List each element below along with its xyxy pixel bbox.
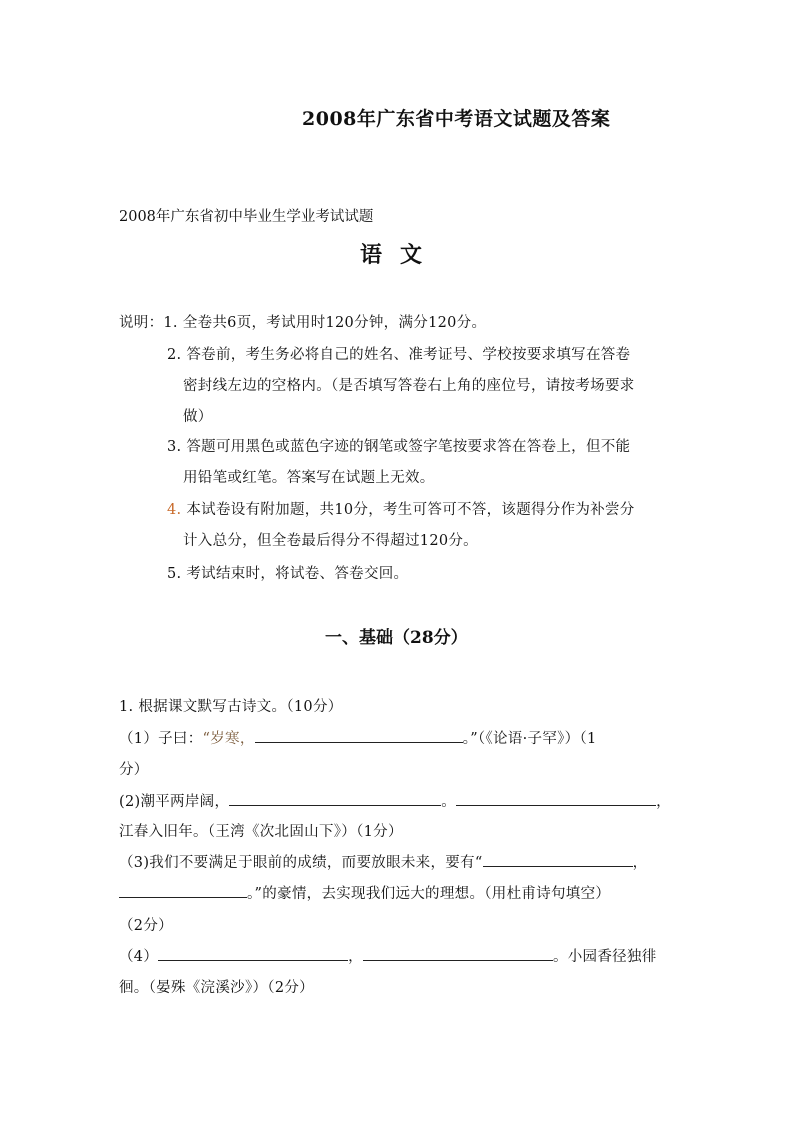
section-heading: 一、基础（28分） [325, 628, 468, 648]
instructions-lead: 说明： [119, 315, 164, 331]
question-part-4-cont: 徊。（晏殊《浣溪沙》）（2分） [119, 980, 314, 996]
question-stem: 1. 根据课文默写古诗文。（10分） [119, 699, 343, 715]
instruction-text: 本试卷设有附加题，共10分，考生可答可不答，该题得分作为补尝分 [186, 502, 635, 518]
part-text: 。”（《论语·子罕》）（1 [462, 731, 597, 747]
instruction-num: 2. [167, 347, 182, 363]
answer-blank[interactable] [229, 791, 441, 806]
part-text: 。小园香径独徘 [552, 949, 657, 965]
answer-blank[interactable] [363, 946, 553, 961]
instruction-text: 答题可用黑色或蓝色字迹的钢笔或签字笔按要求答在答卷上，但不能 [186, 439, 631, 455]
instruction-3-cont: 用铅笔或红笔。答案写在试题上无效。 [183, 470, 435, 486]
instruction-5 [167, 562, 408, 583]
instruction-2 [167, 343, 630, 364]
instruction-text: 答卷前，考生务必将自己的姓名、准考证号、学校按要求填写在答卷 [186, 347, 631, 363]
answer-blank[interactable] [483, 852, 633, 867]
question-part-2 [119, 790, 671, 811]
document-title: 2008年广东省中考语文试题及答案 [302, 108, 611, 130]
instruction-2-cont: 做） [183, 409, 213, 425]
exam-subtitle: 2008年广东省初中毕业生学业考试试题 [119, 209, 374, 225]
question-part-3-cont [119, 882, 610, 903]
part-text: ， [632, 855, 648, 871]
instruction-text: 全卷共6页，考试用时120分钟，满分120分。 [182, 315, 487, 331]
part-text: （3)我们不要满足于眼前的成绩，而要放眼未来，要有“ [119, 855, 483, 871]
instruction-3 [167, 435, 630, 456]
answer-blank[interactable] [255, 728, 463, 743]
part-text: （4） [119, 949, 159, 965]
question-part-3-score: （2分） [119, 918, 173, 934]
question-part-2-cont: 江春入旧年。（王湾《次北固山下》）（1分） [119, 824, 403, 840]
instruction-num: 4. [167, 502, 182, 518]
instruction-4-cont: 计入总分，但全卷最后得分不得超过120分。 [183, 533, 478, 549]
question-part-1-cont: 分） [119, 762, 149, 778]
question-part-3 [119, 851, 647, 872]
instruction-1 [119, 311, 486, 332]
instruction-2-cont: 密封线左边的空格内。（是否填写答卷右上角的座位号，请按考场要求 [183, 378, 635, 394]
question-part-4 [119, 945, 657, 966]
part-text: ， [656, 794, 671, 810]
answer-blank[interactable] [158, 946, 348, 961]
part-text: (2)潮平两岸阔， [119, 794, 230, 810]
instruction-4 [167, 498, 635, 519]
instruction-num: 5. [167, 566, 182, 582]
part-text: 。”的豪情，去实现我们远大的理想。（用杜甫诗句填空） [247, 886, 611, 902]
answer-blank[interactable] [119, 883, 247, 898]
instruction-text: 考试结束时，将试卷、答卷交回。 [186, 566, 409, 582]
instruction-num: 1. [163, 315, 178, 331]
part-text: （1）子曰： [119, 731, 203, 747]
subject-heading: 语文 [360, 242, 441, 268]
part-text: 。 [441, 794, 457, 810]
part-text: ， [348, 949, 363, 965]
answer-blank[interactable] [456, 791, 656, 806]
part-text: “岁寒， [202, 731, 255, 747]
instruction-num: 3. [167, 439, 182, 455]
question-part-1 [119, 727, 597, 748]
